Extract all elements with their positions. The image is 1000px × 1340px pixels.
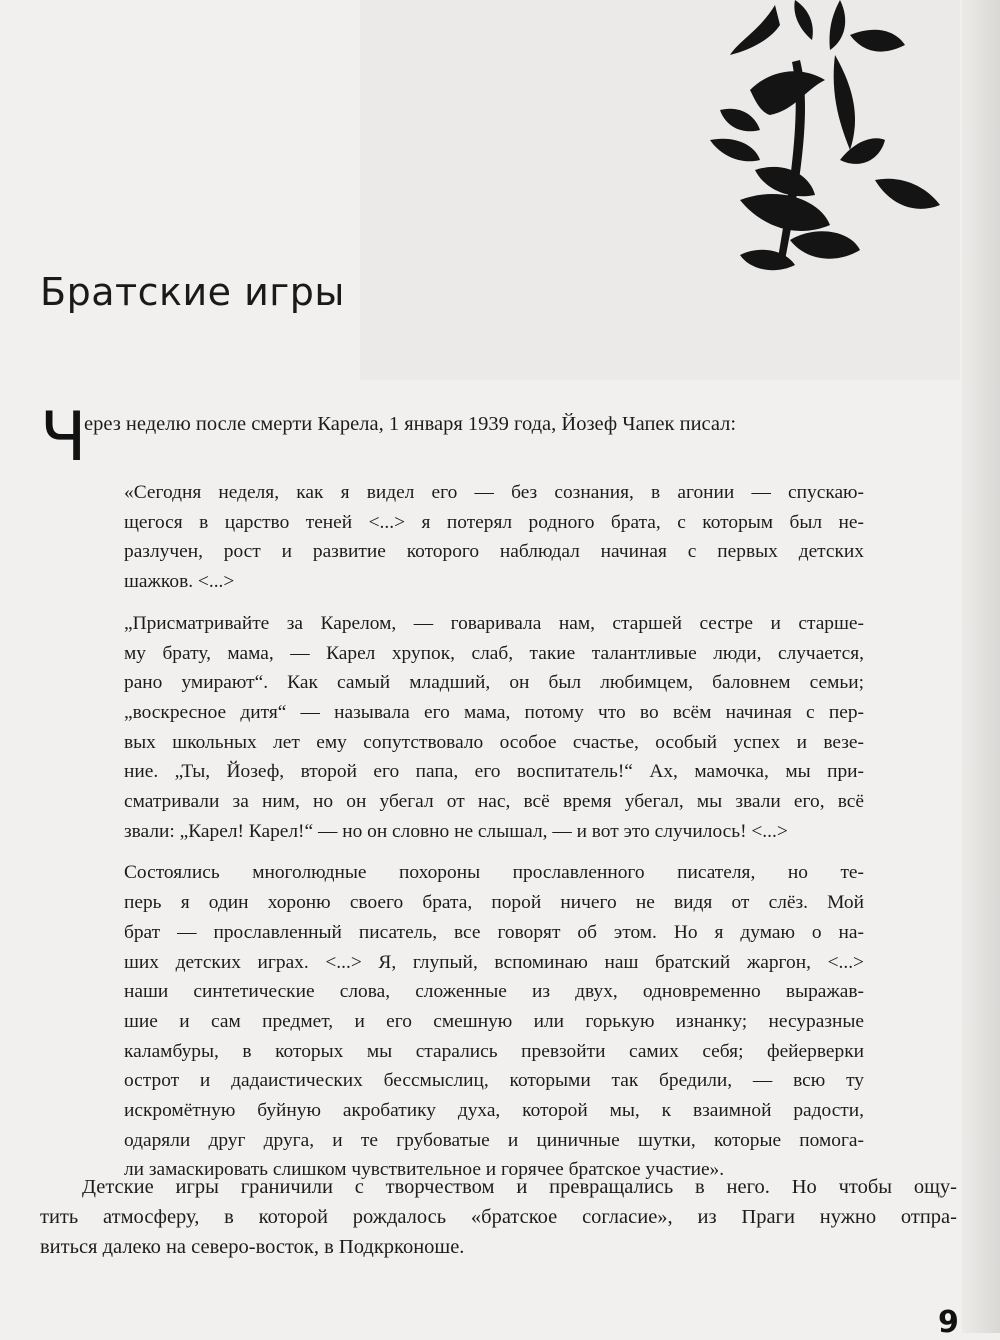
text-line: звали: „Карел! Карел!“ — но он словно не слышал, — и вот это случилось! <...> [124,820,788,842]
floral-branch-icon [700,0,950,280]
text-line: рано умирают“. Как самый младший, он был любимцем, баловнем семьи; [124,672,864,694]
text-line: Детские игры граничили с творчеством и превращались в него. Но чтобы ощу- [82,1176,957,1198]
quote-paragraph [124,478,864,597]
text-line: одаряли друг друга, и те грубоватые и циничные шутки, которые помога- [124,1129,864,1151]
quote-paragraph [124,609,864,847]
text-line: наши синтетические слова, сложенные из двух, одновременно выражав- [124,981,864,1003]
text-line: сматривали за ним, но он убегал от нас, всё время убегал, мы звали его, всё [124,791,864,813]
quote-paragraph [124,858,864,1185]
text-line: шие и сам предмет, и его смешную или горькую изнанку; несуразные [124,1010,864,1032]
drop-cap: Ч [40,398,87,477]
text-line: брат — прославленный писатель, все говорят об этом. Но я думаю о на- [124,921,864,943]
text-line: шажков. <...> [124,571,235,593]
text-line: острот и дадаистических бессмыслиц, которыми так бредили, — всю ту [124,1070,864,1092]
text-line: „Присматривайте за Карелом, — говаривала нам, старшей сестре и старше- [124,612,864,634]
quote-block [124,478,864,1197]
text-line: щегося в царство теней <...> я потерял родного брата, с которым был не- [124,511,864,533]
text-line: му брату, мама, — Карел хрупок, слаб, такие талантливые люди, случается, [124,642,864,664]
page-edge-shadow [962,0,1000,1333]
text-line: разлучен, рост и развитие которого наблюдал начиная с первых детских [124,541,864,563]
body-paragraph [40,1172,957,1262]
text-line: каламбуры, в которых мы старались превзойти самих себя; фейерверки [124,1040,864,1062]
text-line: перь я один хороню своего брата, порой ничего не видя от слёз. Мой [124,892,864,914]
text-line: Состоялись многолюдные похороны прославленного писателя, но те- [124,862,864,884]
page-number: 9 [938,1305,959,1340]
chapter-heading: Братские игры [40,270,345,314]
text-line: „воскресное дитя“ — называла его мама, потому что во всём начиная с пер- [124,701,864,723]
text-line: ние. „Ты, Йозеф, второй его папа, его воспитатель!“ Ах, мамочка, мы при- [124,761,864,783]
intro-line: ерез неделю после смерти Карела, 1 января 1939 года, Йозеф Чапек писал: [84,413,737,435]
text-line: ли замаскировать слишком чувствительное и горячее братское участие». [124,1159,725,1181]
text-line: искромётную буйную акробатику духа, которой мы, к взаимной радости, [124,1100,864,1122]
text-line: вых школьных лет ему сопутствовало особое счастье, особый успех и везе- [124,731,864,753]
text-line: виться далеко на северо-восток, в Подкрконоше. [40,1236,465,1258]
text-line: ших детских играх. <...> Я, глупый, вспоминаю наш братский жаргон, <...> [124,951,864,973]
text-line: тить атмосферу, в которой рождалось «братское согласие», из Праги нужно отпра- [40,1206,957,1228]
text-line: «Сегодня неделя, как я видел его — без сознания, в агонии — спускаю- [124,482,864,503]
intro-paragraph [40,398,960,477]
